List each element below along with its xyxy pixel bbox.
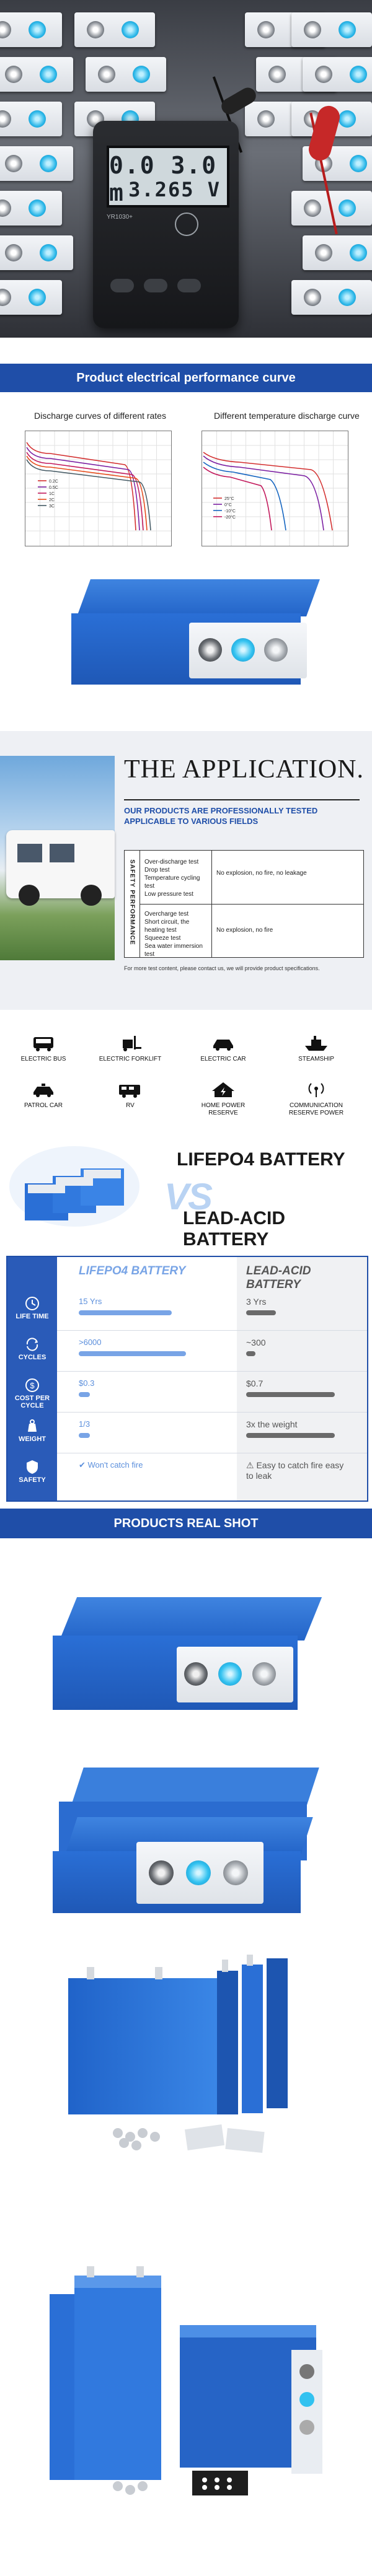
battery-terminal-block	[291, 280, 372, 315]
negative-terminal-icon	[198, 638, 222, 662]
use-case-electric-bus	[6, 1035, 81, 1063]
use-case-label: PATROL CAR	[24, 1102, 63, 1109]
lifepo4-value: $0.3	[79, 1378, 95, 1388]
lifepo4-bar	[79, 1433, 90, 1438]
rate-legend-label: 0.5C	[49, 486, 58, 490]
lead-acid-value: ⚠ Easy to catch fire easy to leak	[246, 1460, 344, 1481]
use-case-home-power-reserve	[186, 1081, 260, 1117]
safety-vent-icon	[218, 1662, 242, 1686]
battery-top-face	[77, 579, 320, 616]
test-item: Sea water immersion test	[144, 943, 203, 958]
use-case-electric-forklift	[93, 1035, 167, 1063]
real-shot-photos	[0, 1538, 372, 2576]
forklift-icon	[118, 1035, 143, 1052]
right-curve-title: Different temperature discharge curve	[214, 411, 360, 421]
vs-right-title: LEAD-ACID BATTERY	[183, 1208, 285, 1250]
tester-display	[107, 146, 229, 208]
cost-per-cycle-icon	[24, 1377, 40, 1393]
test-result-2: No explosion, no fire	[216, 927, 273, 934]
life-time-icon	[24, 1295, 40, 1312]
application-note: For more test content, please contact us, we will provide product specifications.	[124, 965, 320, 971]
curve-section-bar	[0, 364, 372, 392]
use-case-communication-reserve-power	[279, 1081, 353, 1117]
battery-stack-image	[6, 1140, 143, 1233]
lead-acid-bar	[246, 1392, 335, 1397]
safety-vent-icon	[186, 1860, 211, 1885]
rate-legend-label: 3C	[49, 504, 55, 509]
test-group-1	[144, 858, 210, 898]
lifepo4-value: 15 Yrs	[79, 1297, 102, 1306]
lead-acid-bar	[246, 1310, 276, 1315]
safety-icon	[24, 1459, 40, 1475]
comparison-section	[0, 1124, 372, 1509]
application-title: THE APPLICATION.	[124, 755, 365, 784]
negative-terminal-icon	[184, 1662, 208, 1686]
application-subtitle: OUR PRODUCTS ARE PROFESSIONALLY TESTED APPLICABLE TO VARIOUS FIELDS	[124, 806, 318, 826]
lead-acid-value: ~300	[246, 1338, 266, 1347]
battery-terminal-block	[0, 57, 73, 92]
lifepo4-bar	[79, 1351, 186, 1356]
lead-acid-value: $0.7	[246, 1378, 264, 1388]
temp-legend-label: 0°C	[224, 503, 232, 507]
battery-terminal-block	[0, 235, 73, 270]
temp-curve	[203, 456, 324, 530]
vs-left-title: LIFEPO4 BATTERY	[177, 1149, 345, 1170]
svg-text:$: $	[30, 1381, 35, 1390]
use-case-label: ELECTRIC FORKLIFT	[99, 1056, 162, 1062]
test-result-1: No explosion, no fire, no leakage	[216, 870, 307, 877]
comparison-row-label: $ COST PER CYCLE	[7, 1377, 57, 1409]
rate-curve	[27, 442, 136, 530]
ship-icon	[304, 1035, 329, 1052]
title-divider	[124, 799, 360, 800]
lead-acid-bar	[246, 1433, 335, 1438]
battery-photo-1	[53, 1597, 313, 1721]
comparison-row-label: CYCLES	[7, 1336, 57, 1361]
battery-photo-2	[53, 1768, 319, 1916]
rv-icon	[118, 1081, 143, 1098]
safety-vent-icon	[231, 638, 255, 662]
temperature-discharge-plot	[202, 431, 348, 546]
application-section	[0, 731, 372, 1010]
battery-terminal-block	[0, 191, 62, 226]
use-case-rv	[93, 1081, 167, 1110]
patrol-car-icon	[31, 1081, 56, 1098]
tester-reading-resistance: 0.0 3.0 m	[109, 152, 218, 206]
rate-curve	[27, 452, 143, 530]
battery-tester	[93, 121, 239, 328]
temp-curve	[203, 467, 272, 530]
tester-reading-voltage: 3.265 V	[128, 178, 221, 201]
car-icon	[211, 1035, 236, 1052]
antenna-icon	[304, 1081, 329, 1098]
bus-icon	[31, 1035, 56, 1052]
rate-discharge-plot	[25, 431, 172, 546]
use-cases	[0, 1016, 372, 1121]
rate-discharge-svg	[25, 431, 171, 546]
cycles-icon	[24, 1336, 40, 1352]
use-case-label: ELECTRIC CAR	[200, 1056, 246, 1062]
test-item: Drop test	[144, 867, 170, 874]
lead-acid-bar	[246, 1351, 255, 1356]
battery-terminal-block	[291, 12, 372, 47]
battery-terminal-block	[303, 57, 372, 92]
use-case-patrol-car	[6, 1081, 81, 1110]
lifepo4-value: ✔ Won't catch fire	[79, 1460, 143, 1470]
hero-photo	[0, 0, 372, 338]
battery-terminal-block	[74, 12, 155, 47]
curves-section	[0, 400, 372, 561]
battery-terminal-block	[0, 146, 73, 181]
tester-logo	[175, 212, 198, 236]
rate-legend-label: 0.2C	[49, 480, 58, 484]
temp-legend-label: 25°C	[224, 497, 234, 501]
comparison-row-label: SAFETY	[7, 1459, 57, 1484]
rv-photo	[0, 756, 115, 960]
battery-render	[0, 567, 372, 709]
positive-terminal-icon	[264, 638, 288, 662]
lifepo4-value: >6000	[79, 1338, 102, 1347]
lead-acid-column-header: LEAD-ACID BATTERY	[246, 1264, 311, 1291]
lifepo4-column-header: LIFEPO4 BATTERY	[79, 1264, 186, 1277]
rate-curve	[27, 460, 151, 530]
positive-terminal-icon	[252, 1662, 276, 1686]
use-case-label: COMMUNICATION RESERVE POWER	[288, 1102, 344, 1116]
battery-photo-3	[62, 1953, 310, 2164]
safety-test-table	[124, 850, 364, 958]
tester-buttons	[110, 279, 222, 297]
use-case-steamship	[279, 1035, 353, 1063]
test-item: Low pressure test	[144, 891, 193, 898]
battery-terminal-block	[0, 280, 62, 315]
test-item: Over-discharge test	[144, 859, 199, 865]
test-item: Squeeze test	[144, 935, 181, 942]
battery-terminal-block	[303, 235, 372, 270]
test-item: Overcharge test	[144, 911, 189, 918]
tester-model: YR1030+	[107, 214, 133, 221]
battery-photo-4	[37, 2257, 341, 2499]
temp-curve	[203, 452, 332, 530]
temp-curve	[203, 462, 286, 530]
curve-section-title: Product electrical performance curve	[76, 371, 296, 385]
rate-legend-label: 1C	[49, 492, 55, 496]
rate-legend-label: 2C	[49, 498, 55, 502]
use-case-label: RV	[126, 1102, 135, 1109]
battery-terminal-block	[86, 57, 166, 92]
left-curve-title: Discharge curves of different rates	[34, 411, 166, 421]
negative-terminal-icon	[149, 1860, 174, 1885]
comparison-row-label: WEIGHT	[7, 1418, 57, 1443]
comparison-table	[6, 1256, 368, 1502]
lifepo4-value: 1/3	[79, 1419, 91, 1429]
lifepo4-bar	[79, 1310, 172, 1315]
real-shot-title: PRODUCTS REAL SHOT	[113, 1517, 259, 1530]
weight-icon	[24, 1418, 40, 1434]
test-item: Short circuit, the heating test	[144, 919, 190, 934]
lead-acid-value: 3 Yrs	[246, 1297, 267, 1307]
lifepo4-bar	[79, 1392, 90, 1397]
comparison-row-label: LIFE TIME	[7, 1295, 57, 1320]
real-shot-bar	[0, 1509, 372, 1538]
temp-legend-label: -10°C	[224, 509, 236, 514]
positive-terminal-icon	[223, 1860, 248, 1885]
test-group-2	[144, 910, 210, 958]
use-case-electric-car	[186, 1035, 260, 1063]
temp-legend-label: -20°C	[224, 515, 236, 520]
battery-cell	[71, 579, 313, 697]
vs-word: VS	[164, 1176, 212, 1217]
temperature-discharge-svg	[202, 431, 348, 546]
safety-side-label: SAFETY PERFORMANCE	[125, 851, 140, 957]
use-case-label: STEAMSHIP	[298, 1056, 334, 1062]
lead-acid-value: 3x the weight	[246, 1419, 298, 1429]
home-power-icon	[211, 1081, 236, 1098]
use-case-label: HOME POWER RESERVE	[201, 1102, 246, 1116]
battery-terminal-block	[0, 102, 62, 136]
rv-vehicle	[6, 830, 115, 898]
battery-terminal-block	[0, 12, 62, 47]
use-case-label: ELECTRIC BUS	[20, 1056, 66, 1062]
test-item: Temperature cycling test	[144, 875, 200, 890]
